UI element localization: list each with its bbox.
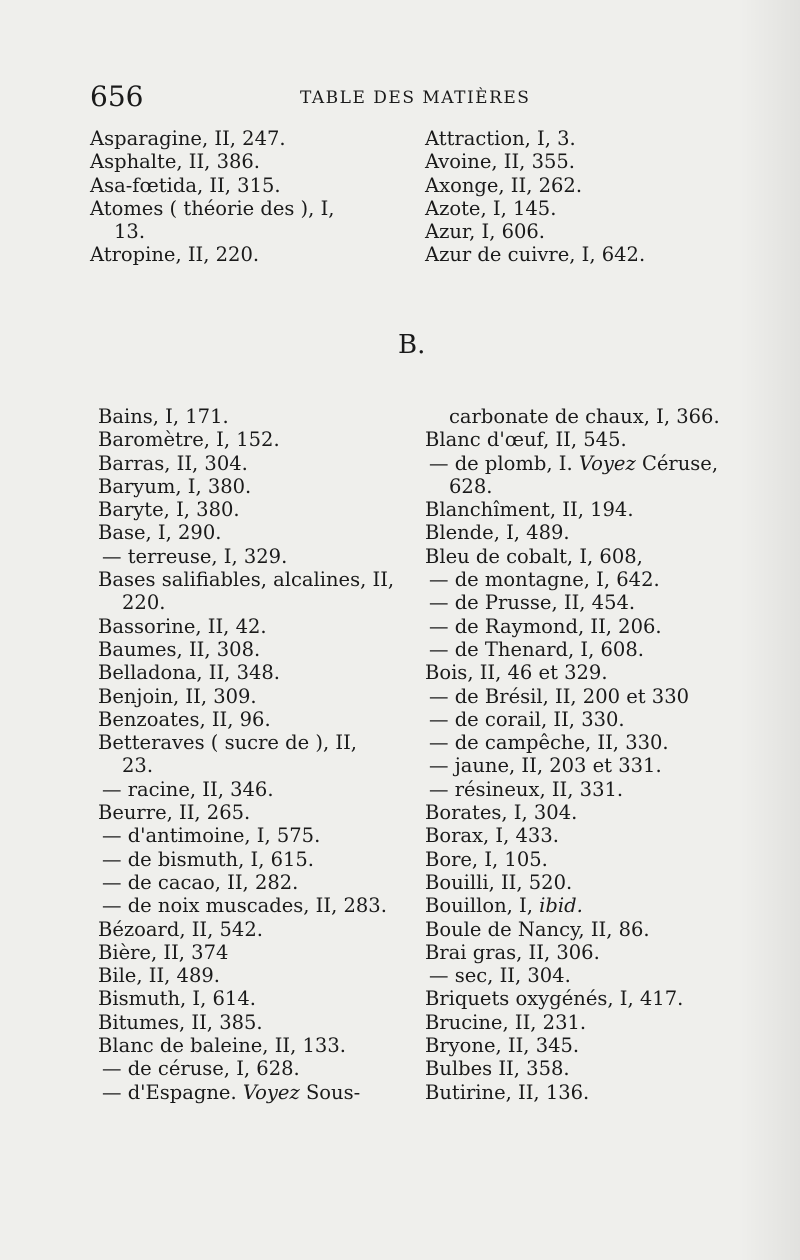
index-subentry: — de bismuth, I, 615. xyxy=(102,847,315,871)
index-entry: Asphalte, II, 386. xyxy=(90,150,260,174)
index-entry: Baryte, I, 380. xyxy=(98,498,240,522)
page-number: 656 xyxy=(90,80,144,113)
index-entry: Barras, II, 304. xyxy=(98,451,248,475)
index-subentry-with-crossref xyxy=(98,1081,418,1104)
index-subentry: — racine, II, 346. xyxy=(102,777,274,801)
index-entry: Blende, I, 489. xyxy=(425,521,570,545)
index-subentry: — de céruse, I, 628. xyxy=(102,1057,300,1081)
index-subentry: — de cacao, II, 282. xyxy=(102,870,299,894)
index-subentry: — terreuse, I, 329. xyxy=(102,544,288,568)
index-entry: Belladona, II, 348. xyxy=(98,661,280,685)
index-subentry: — d'antimoine, I, 575. xyxy=(102,824,321,848)
index-entry: Betteraves ( sucre de ), II, xyxy=(98,731,357,755)
index-entry: Bois, II, 46 et 329. xyxy=(425,661,608,685)
index-entry: Asa-fœtida, II, 315. xyxy=(90,173,281,197)
index-subentry: — de montagne, I, 642. xyxy=(429,568,660,592)
index-entry: Azur de cuivre, I, 642. xyxy=(425,243,646,267)
index-entry-continuation: 220. xyxy=(122,591,166,615)
index-subentry: — de Thenard, I, 608. xyxy=(429,637,644,661)
index-entry: Bains, I, 171. xyxy=(98,405,229,428)
index-entry-continuation: 23. xyxy=(122,754,154,778)
index-entry: Attraction, I, 3. xyxy=(425,127,576,150)
index-entry: Blanchîment, II, 194. xyxy=(425,498,634,522)
index-entry: Benjoin, II, 309. xyxy=(98,684,257,708)
section-heading: B. xyxy=(398,330,426,360)
index-entry: Azote, I, 145. xyxy=(425,196,557,220)
index-entry: Bouilli, II, 520. xyxy=(425,870,573,894)
index-entry: Borates, I, 304. xyxy=(425,801,578,825)
index-entry: Bulbes II, 358. xyxy=(425,1057,570,1081)
index-subentry: — résineux, II, 331. xyxy=(429,777,624,801)
index-entry: Atropine, II, 220. xyxy=(90,243,260,267)
voyez-crossref: Voyez xyxy=(242,1080,300,1104)
entry-text: — d'Espagne. xyxy=(102,1080,237,1104)
index-entry: Bassorine, II, 42. xyxy=(98,614,267,638)
section-a-right-column xyxy=(425,127,755,267)
index-entry: Blanc d'œuf, II, 545. xyxy=(425,428,627,452)
index-subentry: — de campêche, II, 330. xyxy=(429,731,669,755)
index-subentry: — de Brésil, II, 200 et 330 xyxy=(429,684,690,708)
index-entry: Brucine, II, 231. xyxy=(425,1010,587,1034)
entry-text: Bouillon, I, xyxy=(425,894,533,918)
entry-text: — de plomb, I. xyxy=(429,451,573,475)
index-entry: Borax, I, 433. xyxy=(425,824,559,848)
index-entry: Azur, I, 606. xyxy=(425,220,546,244)
index-entry: Beurre, II, 265. xyxy=(98,801,251,825)
index-entry: Blanc de baleine, II, 133. xyxy=(98,1034,346,1058)
index-entry-continuation: 628. xyxy=(449,474,493,498)
index-subentry: — sec, II, 304. xyxy=(429,964,571,988)
index-entry: Axonge, II, 262. xyxy=(425,173,583,197)
index-subentry: — jaune, II, 203 et 331. xyxy=(429,754,662,778)
index-entry: Boule de Nancy, II, 86. xyxy=(425,917,650,941)
running-title: TABLE DES MATIÈRES xyxy=(300,88,531,108)
index-entry-continuation: carbonate de chaux, I, 366. xyxy=(449,405,720,428)
index-entry: Brai gras, II, 306. xyxy=(425,940,600,964)
index-entry: Bismuth, I, 614. xyxy=(98,987,256,1011)
index-entry: Baryum, I, 380. xyxy=(98,474,252,498)
index-subentry: — de corail, II, 330. xyxy=(429,707,625,731)
index-entry: Bases salifiables, alcalines, II, xyxy=(98,568,395,592)
index-entry: Benzoates, II, 96. xyxy=(98,707,271,731)
section-b-right-column xyxy=(425,405,765,1104)
voyez-crossref: Voyez xyxy=(578,451,636,475)
index-subentry: — de Raymond, II, 206. xyxy=(429,614,662,638)
index-entry: Base, I, 290. xyxy=(98,521,222,545)
index-entry: Bière, II, 374 xyxy=(98,940,229,964)
index-entry: Asparagine, II, 247. xyxy=(90,127,286,150)
index-entry: Baromètre, I, 152. xyxy=(98,428,280,452)
index-entry: Avoine, II, 355. xyxy=(425,150,576,174)
index-subentry: — de noix muscades, II, 283. xyxy=(102,894,387,918)
index-entry: Briquets oxygénés, I, 417. xyxy=(425,987,684,1011)
index-entry: Bore, I, 105. xyxy=(425,847,548,871)
section-b-left-column xyxy=(98,405,418,1104)
index-entry: Baumes, II, 308. xyxy=(98,637,261,661)
crossref-target: Céruse, xyxy=(641,451,719,475)
index-entry: Bitumes, II, 385. xyxy=(98,1010,263,1034)
crossref-target: Sous- xyxy=(305,1080,361,1104)
index-entry-continuation: 13. xyxy=(114,220,146,244)
index-entry: Bryone, II, 345. xyxy=(425,1034,580,1058)
section-a-left-column xyxy=(90,127,410,267)
index-entry-with-ibid xyxy=(425,894,765,917)
index-entry: Bleu de cobalt, I, 608, xyxy=(425,544,643,568)
index-subentry: — de Prusse, II, 454. xyxy=(429,591,636,615)
index-entry: Bézoard, II, 542. xyxy=(98,917,263,941)
index-entry: Atomes ( théorie des ), I, xyxy=(90,196,335,220)
index-subentry-with-crossref xyxy=(425,452,765,475)
index-entry: Bile, II, 489. xyxy=(98,964,220,988)
page-header xyxy=(90,80,730,120)
ibid-ref: ibid. xyxy=(539,894,583,918)
index-entry: Butirine, II, 136. xyxy=(425,1080,590,1104)
